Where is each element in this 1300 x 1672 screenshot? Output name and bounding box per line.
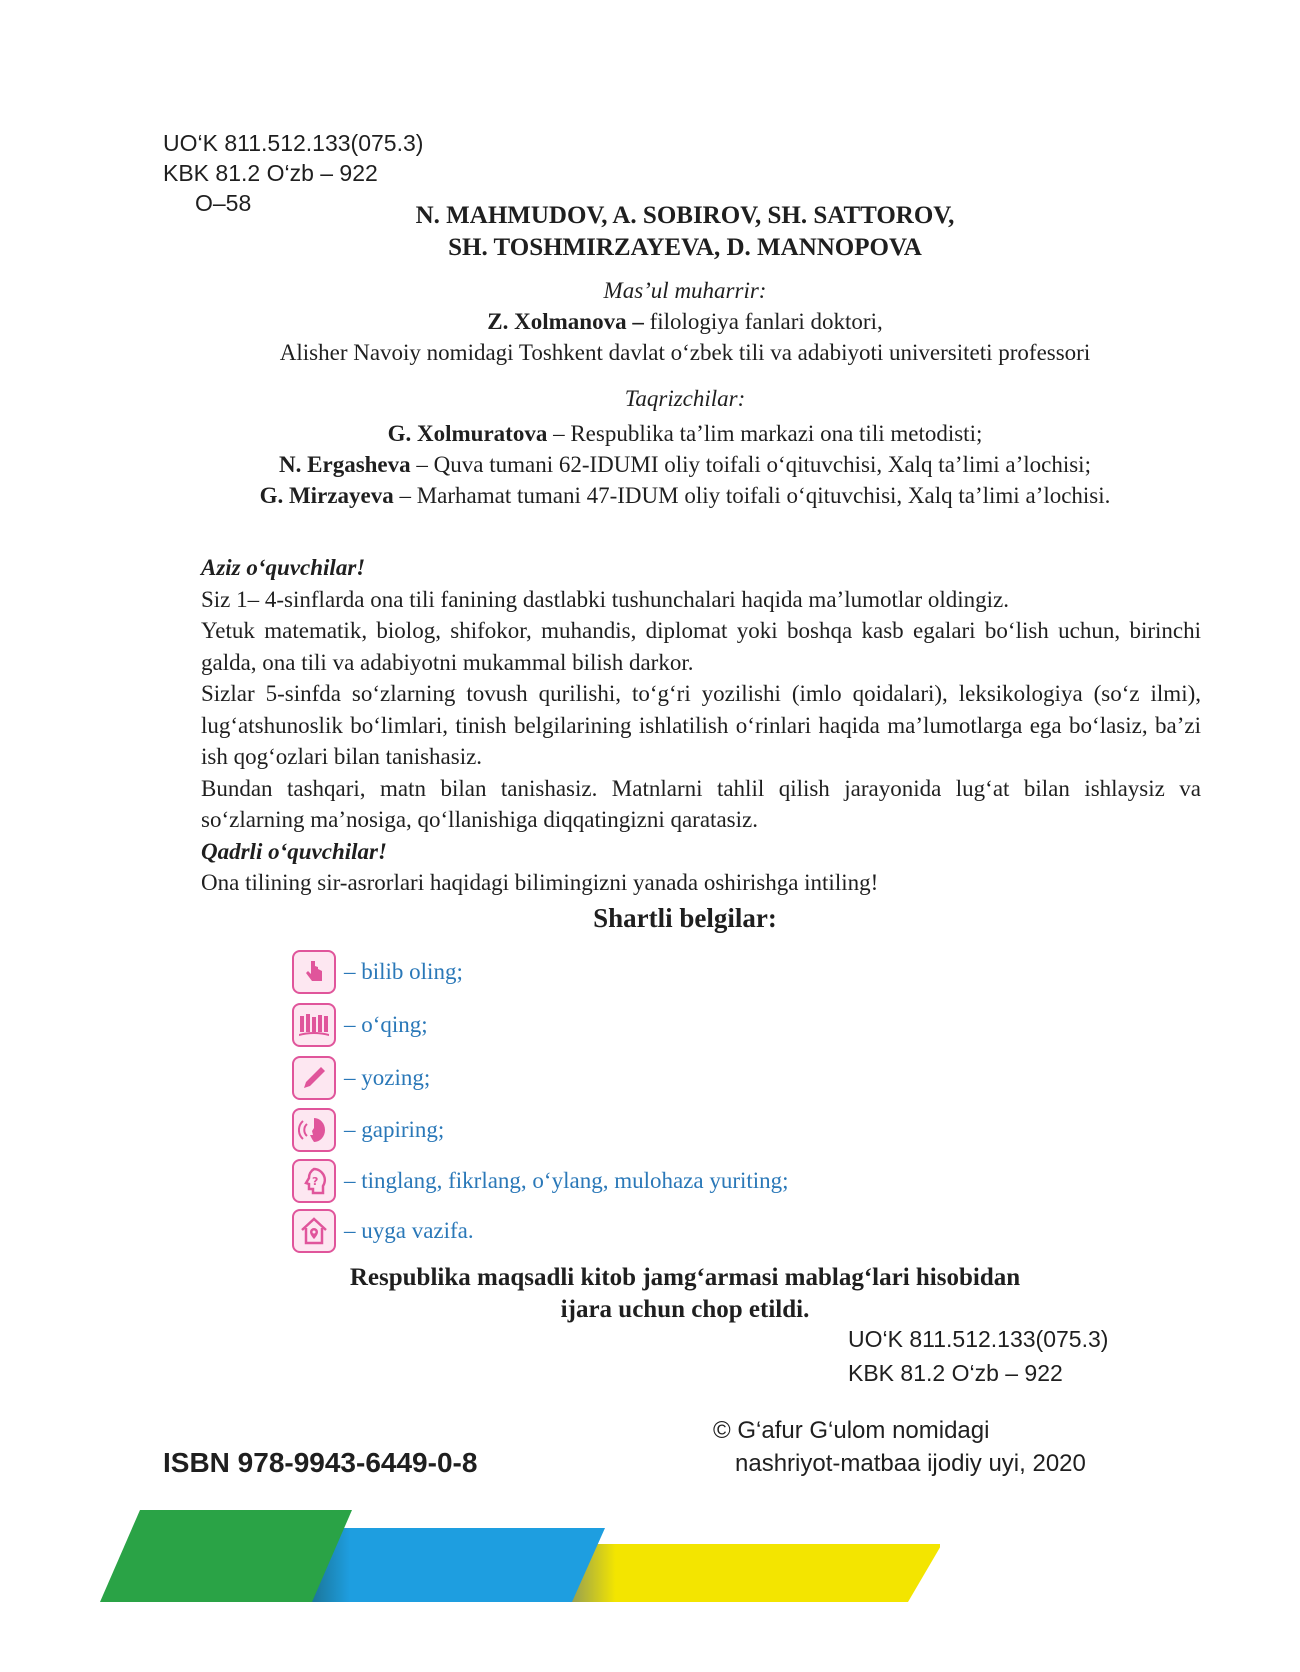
blue-stripe [305, 1528, 605, 1602]
legend-item-speak [292, 1108, 444, 1152]
legend-label: – gapiring; [344, 1117, 445, 1142]
reviewer-3 [0, 480, 1300, 511]
green-stripe [100, 1510, 352, 1602]
legend-label: – bilib oling; [344, 959, 463, 984]
legend-label: – yozing; [344, 1065, 431, 1090]
authors-line-1: N. MAHMUDOV, A. SOBIROV, SH. SATTOROV, [415, 202, 955, 229]
bbk-code: KBK 81.2 O‘zb – 922 [848, 1360, 1063, 1386]
copyright-line-2: nashriyot-matbaa ijodiy uyi, 2020 [735, 1450, 1086, 1477]
greeting-2: Qadrli o‘quvchilar! [201, 838, 387, 864]
reviewer-role: – Marhamat tumani 47-IDUM oliy toifali o‘qituvchisi, Xalq ta’limi a’lochisi. [393, 483, 1111, 508]
preface-paragraph-2 [201, 615, 1201, 678]
reviewer-2 [0, 449, 1300, 480]
legend-title: Shartli belgilar: [593, 903, 777, 933]
pointing-hand-icon [292, 950, 336, 994]
isbn: ISBN 978-9943-6449-0-8 [163, 1447, 478, 1478]
open-book-icon [292, 1003, 336, 1047]
reviewer-role: – Quva tumani 62-IDUMI oliy toifali o‘qituvchisi, Xalq ta’limi a’lochisi; [410, 452, 1091, 477]
home-location-icon [292, 1209, 336, 1253]
reviewer-name: G. Xolmuratova [387, 421, 548, 446]
legend-item-learn [292, 950, 463, 994]
reviewer-name: N. Ergasheva [279, 452, 411, 477]
funding-note-line-2: ijara uchun chop etildi. [560, 1296, 810, 1323]
editor-line [0, 306, 1300, 337]
speaking-head-icon [292, 1108, 336, 1152]
bbk-code: KBK 81.2 O‘zb – 922 [163, 160, 378, 186]
legend-item-write [292, 1056, 430, 1100]
editor-block [0, 275, 1300, 368]
reviewers-block [0, 383, 1300, 511]
authors-line-2: SH. TOSHMIRZAYEVA, D. MANNOPOVA [448, 234, 922, 261]
legend-label: – o‘qing; [344, 1012, 428, 1037]
color-stripe [100, 1503, 940, 1603]
reviewer-role: – Respublika ta’lim markazi ona tili metodisti; [547, 421, 983, 446]
pen-icon [292, 1056, 336, 1100]
editor-title: Mas’ul muharrir: [603, 278, 767, 303]
svg-text:?: ? [312, 1175, 319, 1188]
editor-role: filologiya fanlari doktori, [643, 309, 883, 334]
preface-paragraph-5: Ona tilining sir-asrorlari haqidagi bilimingizni yanada oshirishga intiling! [201, 870, 879, 895]
legend-item-think [292, 1159, 789, 1203]
legend-item-homework [292, 1209, 474, 1253]
legend-item-read [292, 1003, 428, 1047]
thinking-head-icon [292, 1159, 336, 1203]
funding-note [0, 1262, 1300, 1326]
greeting-1: Aziz o‘quvchilar! [201, 555, 366, 580]
copyright [713, 1414, 1086, 1480]
classification-codes-bottom [848, 1322, 1108, 1390]
reviewer-1 [0, 418, 1300, 449]
reviewer-name: G. Mirzayeva [259, 483, 394, 508]
preface [201, 552, 1201, 899]
editor-name: Z. Xolmanova – [487, 309, 644, 334]
legend-label: – uyga vazifa. [344, 1218, 474, 1243]
reviewers-title: Taqrizchilar: [624, 386, 746, 411]
editor-affiliation: Alisher Navoiy nomidagi Toshkent davlat o‘zbek tili va adabiyoti universiteti professori [279, 340, 1091, 365]
funding-note-line-1: Respublika maqsadli kitob jamg‘armasi mablag‘lari hisobidan [349, 1264, 1021, 1291]
author-mark: O–58 [195, 190, 252, 216]
copyright-line-1: © G‘afur G‘ulom nomidagi [713, 1417, 990, 1444]
yellow-stripe [558, 1544, 940, 1602]
preface-paragraph-4-text: Bundan tashqari, matn bilan tanishasiz. Matnlarni tahlil qilish jarayonida lug‘at bilan ishlaysiz va so‘zlarning ma’nosiga, qo‘llanishiga diqqatingizni qaratasiz. [201, 775, 1201, 832]
udc-code: UO‘K 811.512.133(075.3) [163, 130, 424, 156]
legend-label: – tinglang, fikrlang, o‘ylang, mulohaza yuriting; [344, 1168, 789, 1193]
authors [0, 200, 1300, 264]
preface-paragraph-3 [201, 678, 1201, 773]
udc-code: UO‘K 811.512.133(075.3) [848, 1326, 1109, 1352]
preface-paragraph-3-text: Sizlar 5-sinfda so‘zlarning tovush qurilishi, to‘g‘ri yozilishi (imlo qoidalari), leksikologiya (so‘z ilmi), lug‘atshunoslik bo‘limlari, tinish belgilarining ishlatilish o‘rinlari haqida ma’lumotlarga ega bo‘lasiz, ba’zi ish qog‘ozlari bilan tanishasiz. [201, 681, 1201, 769]
preface-paragraph-1: Siz 1– 4-sinflarda ona tili fanining dastlabki tushunchalari haqida ma’lumotlar oldingiz. [201, 586, 1009, 612]
preface-paragraph-4 [201, 773, 1201, 836]
preface-paragraph-2-text: Yetuk matematik, biolog, shifokor, muhandis, diplomat yoki boshqa kasb egalari bo‘lish uchun, birinchi galda, ona tili va adabiyotni mukammal bilish darkor. [201, 618, 1201, 675]
